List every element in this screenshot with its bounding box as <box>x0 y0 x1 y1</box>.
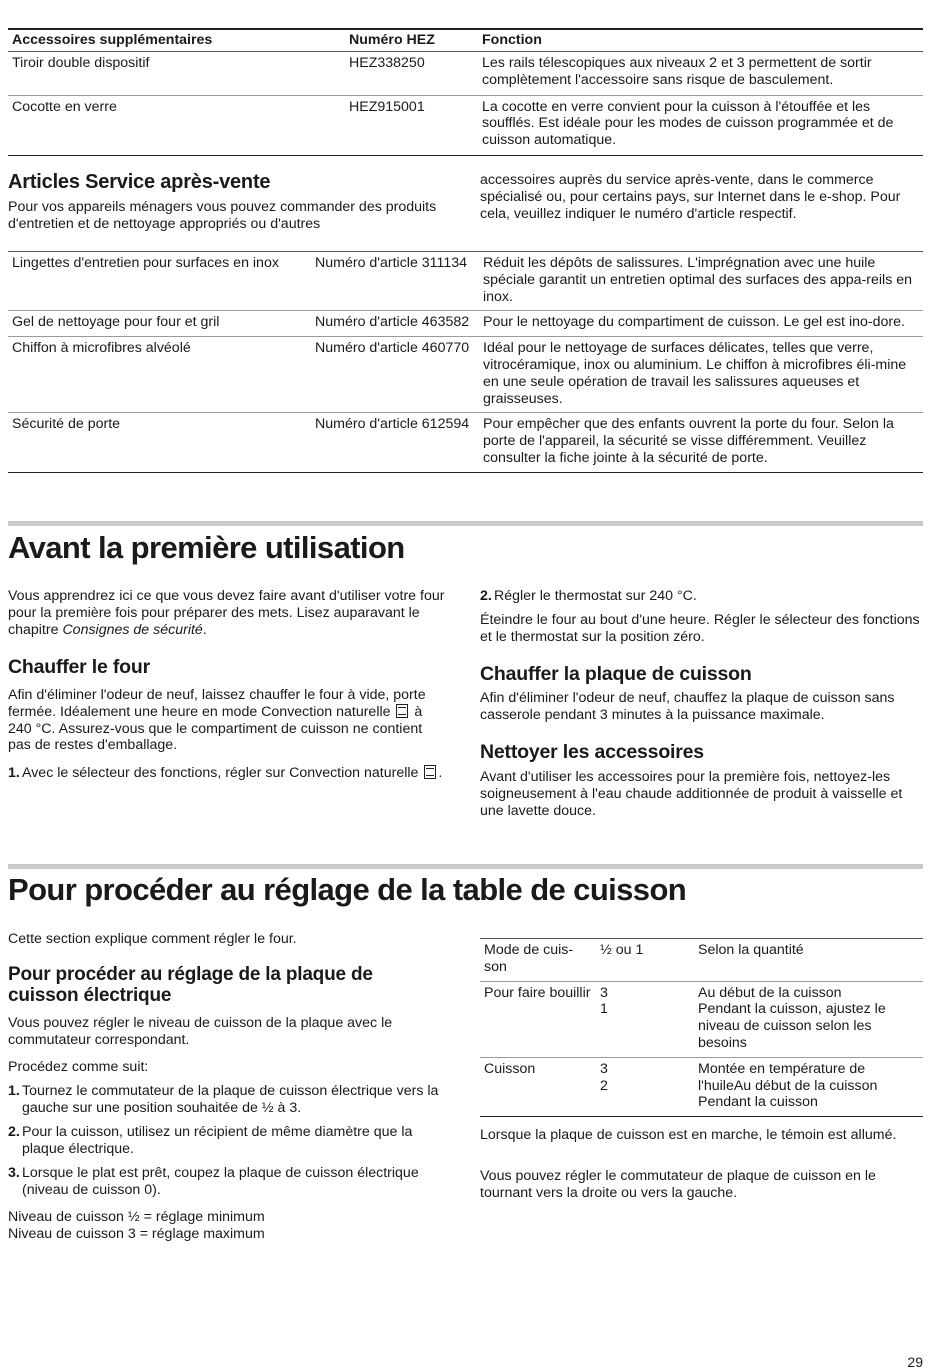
after-table-text-1: Lorsque la plaque de cuisson est en marche, le témoin est allumé. <box>480 1127 897 1143</box>
table-cell: HEZ915001 <box>345 95 478 155</box>
after-table-text-2: Vous pouvez régler le commutateur de plaque de cuisson en le tournant vers la droite ou vers la gauche. <box>480 1168 876 1201</box>
clean-accessories-heading: Nettoyer les accessoires <box>480 741 704 763</box>
level-min-text: Niveau de cuisson ½ = réglage minimum <box>8 1209 265 1225</box>
table-row <box>8 337 923 413</box>
hob-settings-title: Pour procéder au réglage de la table de cuisson <box>8 872 687 907</box>
table-cell: La cocotte en verre convient pour la cuisson à l'étouffée et les soufflés. Est idéale pour les modes de cuisson programmée et de cuisson automatique. <box>478 95 923 155</box>
table-row <box>480 981 923 1057</box>
section-divider <box>8 864 923 869</box>
table-cell: Gel de nettoyage pour four et gril <box>8 311 311 337</box>
service-intro-right: accessoires auprès du service après-vente, dans le commerce spécialisé ou, pour certains pays, sur Internet dans le e-shop. Pour cela, veuillez indiquer le numéro d'article respectif. <box>480 172 901 222</box>
clean-accessories-text: Avant d'utiliser les accessoires pour la première fois, nettoyez-les soigneusement à l'eau chaude additionnée de produit à vaisselle et une lavette douce. <box>480 769 903 819</box>
table-cell: Cuisson <box>480 1057 596 1116</box>
convection-naturelle-icon <box>396 704 408 718</box>
service-heading: Articles Service après-vente <box>8 171 271 193</box>
table-row <box>8 413 923 472</box>
heat-oven-text: Afin d'éliminer l'odeur de neuf, laissez chauffer le four à vide, porte fermée. Idéalement une heure en mode Convection naturelle à 240 °C. Assurez-vous que le compartiment de cuisson ne contient pas de restes d'emballage. <box>8 687 426 754</box>
table-cell: Idéal pour le nettoyage de surfaces délicates, telles que verre, vitrocéramique, inox ou aluminium. Le chiffon à microfibres éli-mine en une seule opération de travail les salissures aqueuses et graisseuses. <box>479 337 923 413</box>
table-cell: Numéro d'article 463582 <box>311 311 479 337</box>
heat-oven-heading: Chauffer le four <box>8 656 150 678</box>
section-divider <box>8 521 923 526</box>
accessories-table <box>8 28 923 156</box>
hob-heading: Chauffer la plaque de cuisson <box>480 663 752 685</box>
table-cell: 3 1 <box>596 981 694 1057</box>
table-cell: Numéro d'article 311134 <box>311 252 479 311</box>
first-use-title: Avant la première utilisation <box>8 530 405 565</box>
electric-plate-text-2: Procédez comme suit: <box>8 1059 149 1075</box>
first-use-intro: Vous apprendrez ici ce que vous devez faire avant d'utiliser votre four pour la première fois pour préparer des mets. Lisez auparavant le chapitre Consignes de sécurité. <box>8 588 445 638</box>
table-cell: Les rails télescopiques aux niveaux 2 et 3 permettent de sortir complètement l'accessoire sans risque de basculement. <box>478 52 923 96</box>
service-intro-left: Pour vos appareils ménagers vous pouvez commander des produits d'entretien et de nettoyage appropriés ou d'autres <box>8 199 437 232</box>
table-row <box>8 311 923 337</box>
hob-step-2: 2. Pour la cuisson, utilisez un récipient de même diamètre que la plaque électrique. <box>8 1124 413 1157</box>
column-header: Numéro HEZ <box>345 29 478 52</box>
after-steps-text: Éteindre le four au bout d'une heure. Régler le sélecteur des fonctions et le thermostat sur la position zéro. <box>480 612 920 645</box>
table-cell: Pour faire bouillir <box>480 981 596 1057</box>
step-1: 1. Avec le sélecteur des fonctions, régler sur Convection naturelle . <box>8 765 443 781</box>
table-cell: Pour empêcher que des enfants ouvrent la porte du four. Selon la porte de l'appareil, la sécurité se visse différemment. Veuillez consulter la fiche jointe à la sécurité de porte. <box>479 413 923 472</box>
column-header: Accessoires supplémentaires <box>8 29 345 52</box>
table-cell: Réduit les dépôts de salissures. L'imprégnation avec une huile spéciale garantit un entretien optimal des surfaces des appa-reils en inox. <box>479 252 923 311</box>
table-row <box>480 939 923 982</box>
table-header-row <box>8 29 923 52</box>
table-cell: Lingettes d'entretien pour surfaces en inox <box>8 252 311 311</box>
page-number: 29 <box>907 1354 923 1370</box>
hob-settings-intro: Cette section explique comment régler le four. <box>8 931 297 947</box>
hob-step-3: 3. Lorsque le plat est prêt, coupez la plaque de cuisson électrique (niveau de cuisson 0). <box>8 1165 419 1198</box>
table-cell: Pour le nettoyage du compartiment de cuisson. Le gel est ino-dore. <box>479 311 923 337</box>
safety-chapter-reference: Consignes de sécurité <box>62 621 203 638</box>
step-number: 2. <box>8 1124 20 1140</box>
cooking-level-table <box>480 938 923 1117</box>
hob-text: Afin d'éliminer l'odeur de neuf, chauffez la plaque de cuisson sans casserole pendant 3 minutes à la puissance maximale. <box>480 690 895 723</box>
table-row <box>480 1057 923 1116</box>
step-number: 1. <box>8 1083 20 1099</box>
step-2: 2. Régler le thermostat sur 240 °C. <box>480 588 697 604</box>
table-cell: Montée en température de l'huileAu début de la cuisson Pendant la cuisson <box>694 1057 923 1116</box>
table-cell: Numéro d'article 612594 <box>311 413 479 472</box>
table-cell: Mode de cuis-son <box>480 939 596 982</box>
table-row <box>8 52 923 96</box>
table-cell: 3 2 <box>596 1057 694 1116</box>
step-number: 3. <box>8 1165 20 1181</box>
table-row <box>8 252 923 311</box>
table-cell: Tiroir double dispositif <box>8 52 345 96</box>
table-cell: Sécurité de porte <box>8 413 311 472</box>
table-row <box>8 95 923 155</box>
table-cell: ½ ou 1 <box>596 939 694 982</box>
hob-step-1: 1. Tournez le commutateur de la plaque de cuisson électrique vers la gauche sur une position souhaitée de ½ à 3. <box>8 1083 439 1116</box>
table-cell: Au début de la cuisson Pendant la cuisson, ajustez le niveau de cuisson selon les besoins <box>694 981 923 1057</box>
step-number: 1. <box>8 765 20 781</box>
table-cell: HEZ338250 <box>345 52 478 96</box>
level-max-text: Niveau de cuisson 3 = réglage maximum <box>8 1226 265 1242</box>
step-number: 2. <box>480 588 492 604</box>
table-cell: Numéro d'article 460770 <box>311 337 479 413</box>
convection-naturelle-icon <box>424 765 436 779</box>
table-cell: Cocotte en verre <box>8 95 345 155</box>
table-cell: Chiffon à microfibres alvéolé <box>8 337 311 413</box>
electric-plate-heading: Pour procéder au réglage de la plaque de cuisson électrique <box>8 964 373 1006</box>
column-header: Fonction <box>478 29 923 52</box>
service-table <box>8 251 923 473</box>
electric-plate-text-1: Vous pouvez régler le niveau de cuisson de la plaque avec le commutateur correspondant. <box>8 1015 393 1048</box>
table-cell: Selon la quantité <box>694 939 923 982</box>
